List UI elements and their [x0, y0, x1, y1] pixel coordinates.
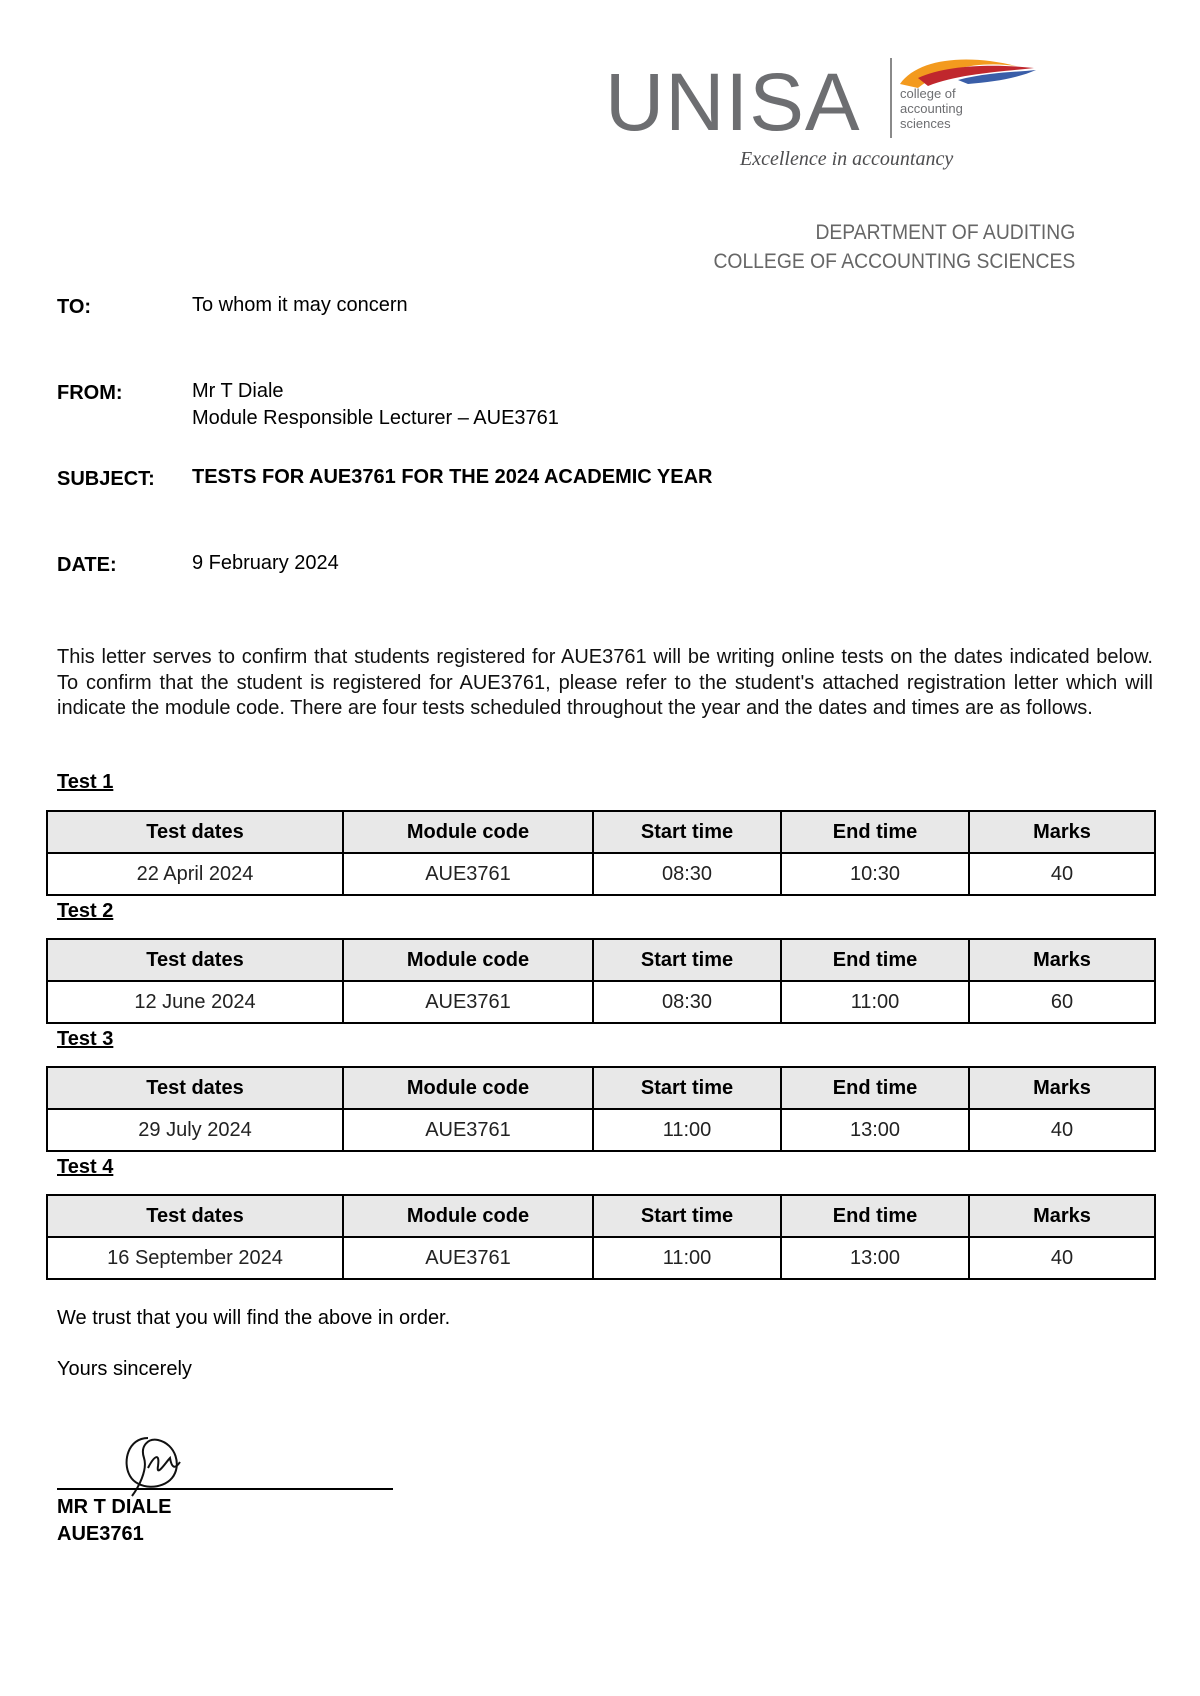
column-header: Module code [343, 1067, 593, 1109]
table-cell: 29 July 2024 [47, 1109, 343, 1151]
to-label: TO: [57, 296, 92, 318]
column-header: End time [781, 939, 969, 981]
column-header: Start time [593, 1195, 781, 1237]
table-cell: 40 [969, 1109, 1155, 1151]
column-header: End time [781, 811, 969, 853]
table-cell: AUE3761 [343, 981, 593, 1023]
column-header: End time [781, 1195, 969, 1237]
closing-trust: We trust that you will find the above in order. [57, 1307, 451, 1329]
test-heading: Test 2 [57, 900, 114, 922]
column-header: Start time [593, 1067, 781, 1109]
signatory-code: AUE3761 [57, 1523, 144, 1545]
column-header: Test dates [47, 811, 343, 853]
table-cell: 60 [969, 981, 1155, 1023]
column-header: End time [781, 1067, 969, 1109]
table-cell: 13:00 [781, 1109, 969, 1151]
date-value: 9 February 2024 [192, 552, 339, 574]
date-label: DATE: [57, 554, 117, 576]
table-cell: 22 April 2024 [47, 853, 343, 895]
unisa-logo [600, 50, 1040, 180]
column-header: Module code [343, 811, 593, 853]
logo-tagline: Excellence in accountancy [740, 148, 954, 170]
table-row [47, 853, 1155, 895]
from-label: FROM: [57, 382, 123, 404]
column-header: Test dates [47, 1195, 343, 1237]
to-value: To whom it may concern [192, 294, 408, 316]
department-block [682, 218, 1075, 276]
table-row [47, 981, 1155, 1023]
table-header-row [47, 1067, 1155, 1109]
test-heading: Test 4 [57, 1156, 114, 1178]
table-cell: AUE3761 [343, 853, 593, 895]
column-header: Marks [969, 939, 1155, 981]
table-row [47, 1109, 1155, 1151]
signature-block [57, 1494, 171, 1548]
table-cell: 40 [969, 1237, 1155, 1279]
column-header: Test dates [47, 1067, 343, 1109]
logo-wordmark: UNISA [605, 57, 861, 148]
logo-college-text: college of accounting sciences [900, 86, 963, 131]
table-header-row [47, 939, 1155, 981]
from-name: Mr T Diale [192, 380, 284, 402]
column-header: Start time [593, 939, 781, 981]
column-header: Test dates [47, 939, 343, 981]
table-cell: 11:00 [781, 981, 969, 1023]
table-cell: 10:30 [781, 853, 969, 895]
table-header-row [47, 1195, 1155, 1237]
test-table [46, 938, 1156, 1024]
table-cell: 08:30 [593, 853, 781, 895]
column-header: Module code [343, 1195, 593, 1237]
table-cell: 11:00 [593, 1109, 781, 1151]
test-heading: Test 3 [57, 1028, 114, 1050]
logo-divider [890, 58, 892, 138]
column-header: Start time [593, 811, 781, 853]
table-header-row [47, 811, 1155, 853]
table-cell: 12 June 2024 [47, 981, 343, 1023]
body-paragraph: This letter serves to confirm that students registered for AUE3761 will be writing online tests on the dates indicated below. To confirm that the student is registered for AUE3761, please refer to the student's attached registration letter which will indicate the module code. There are four tests scheduled throughout the year and the dates and times are as follows. [57, 646, 1153, 719]
signatory-name: MR T DIALE [57, 1496, 172, 1518]
college-name: COLLEGE OF ACCOUNTING SCIENCES [713, 250, 1075, 273]
column-header: Marks [969, 811, 1155, 853]
table-cell: 08:30 [593, 981, 781, 1023]
subject-value: TESTS FOR AUE3761 FOR THE 2024 ACADEMIC YEAR [192, 466, 713, 488]
column-header: Module code [343, 939, 593, 981]
from-block [192, 378, 559, 432]
column-header: Marks [969, 1195, 1155, 1237]
column-header: Marks [969, 1067, 1155, 1109]
table-cell: 11:00 [593, 1237, 781, 1279]
table-cell: 40 [969, 853, 1155, 895]
department-name: DEPARTMENT OF AUDITING [815, 221, 1075, 244]
signature-line [57, 1488, 393, 1490]
table-cell: AUE3761 [343, 1109, 593, 1151]
table-cell: AUE3761 [343, 1237, 593, 1279]
test-table [46, 1066, 1156, 1152]
test-table [46, 810, 1156, 896]
table-cell: 13:00 [781, 1237, 969, 1279]
test-table [46, 1194, 1156, 1280]
table-row [47, 1237, 1155, 1279]
table-cell: 16 September 2024 [47, 1237, 343, 1279]
subject-label: SUBJECT: [57, 468, 155, 490]
from-role: Module Responsible Lecturer – AUE3761 [192, 407, 559, 429]
test-heading: Test 1 [57, 771, 114, 793]
closing-sincerely: Yours sincerely [57, 1358, 192, 1380]
